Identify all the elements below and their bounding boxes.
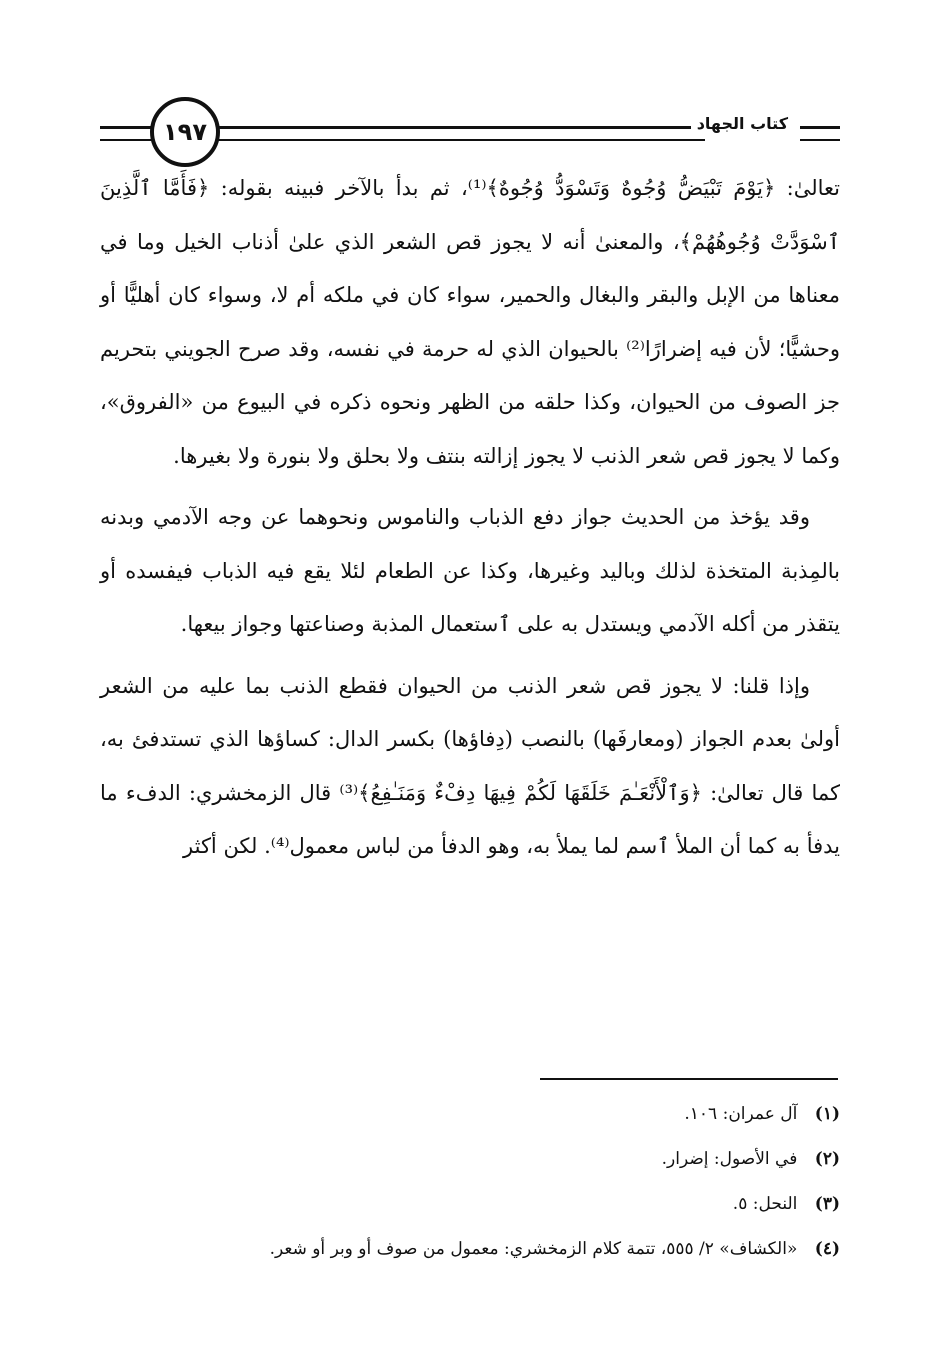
footnotes <box>100 1092 840 1272</box>
footnote-text: «الكشاف» ٢/ ٥٥٥، تتمة كلام الزمخشري: معمول من صوف أو وبر أو شعر. <box>269 1239 798 1259</box>
footnote-number: (١) <box>814 1104 840 1124</box>
footnote-separator <box>540 1078 838 1080</box>
page-number-badge <box>150 97 220 167</box>
footnote-number: (٢) <box>814 1149 840 1169</box>
footnote-text: آل عمران: ١٠٦. <box>684 1104 798 1124</box>
footnote-text: النحل: ٥. <box>732 1194 798 1214</box>
page-header <box>100 92 840 172</box>
footnote-1 <box>100 1092 840 1137</box>
running-title: كتاب الجهاد <box>691 114 794 133</box>
footnote-3 <box>100 1182 840 1227</box>
main-text <box>100 162 840 874</box>
paragraph-2: وقد يؤخذ من الحديث جواز دفع الذباب والناموس ونحوهما عن وجه الآدمي وبدنه بالمِذبة المتخذة لذلك وباليد وغيرها، وكذا عن الطعام لئلا يقع فيه الذباب فيفسده أو يتقذر من أكله الآدمي ويستدل به على ٱستعمال المذبة وصناعتها وجواز بيعها. <box>100 505 840 636</box>
footnote-number: (٣) <box>814 1194 840 1214</box>
footnote-number: (٤) <box>814 1239 840 1259</box>
footnote-4 <box>100 1227 840 1272</box>
header-rule-middle <box>215 126 705 141</box>
footnote-text: في الأصول: إضرار. <box>661 1149 798 1169</box>
header-rule-right <box>800 126 840 141</box>
paragraph-3: وإذا قلنا: لا يجوز قص شعر الذنب من الحيوان فقطع الذنب بما عليه من الشعر أولىٰ بعدم الجواز (ومعارفَها) بالنصب (دِفاؤها) بكسر الدال: كساؤها الذي تستدفئ به، كما قال تعالىٰ: ﴿وَٱلْأَنْعَـٰمَ خَلَقَهَا لَكُمْ فِيهَا دِفْءٌ وَمَنَـٰفِعُ﴾⁽³⁾ قال الزمخشري: الدفء ما يدفأ به كما أن الملأ ٱسم لما يملأ به، وهو الدفأ من لباس معمول⁽⁴⁾. لكن أكثر <box>100 673 840 858</box>
page-number: ١٩٧ <box>163 118 207 146</box>
footnote-2 <box>100 1137 840 1182</box>
paragraph-1: تعالىٰ: ﴿يَوْمَ تَبْيَضُّ وُجُوهٌ وَتَسْوَدُّ وُجُوهٌ﴾⁽¹⁾، ثم بدأ بالآخر فبينه بقوله: ﴿فَأَمَّا ٱلَّذِينَ ٱسْوَدَّتْ وُجُوهُهُمْ﴾، والمعنىٰ أنه لا يجوز قص الشعر الذي علىٰ أذناب الخيل وما في معناها من الإبل والبقر والبغال والحمير، سواء كان في ملكه أم لا، وسواء كان أهليًّا أو وحشيًّا؛ لأن فيه إضرارًا⁽²⁾ بالحيوان الذي له حرمة في نفسه، وقد صرح الجويني بتحريم جز الصوف من الحيوان، وكذا حلقه من الظهر ونحوه ذكره في البيوع من «الفروق»، وكما لا يجوز قص شعر الذنب لا يجوز إزالته بنتف ولا بحلق ولا بنورة ولا بغيرها. <box>100 176 840 468</box>
